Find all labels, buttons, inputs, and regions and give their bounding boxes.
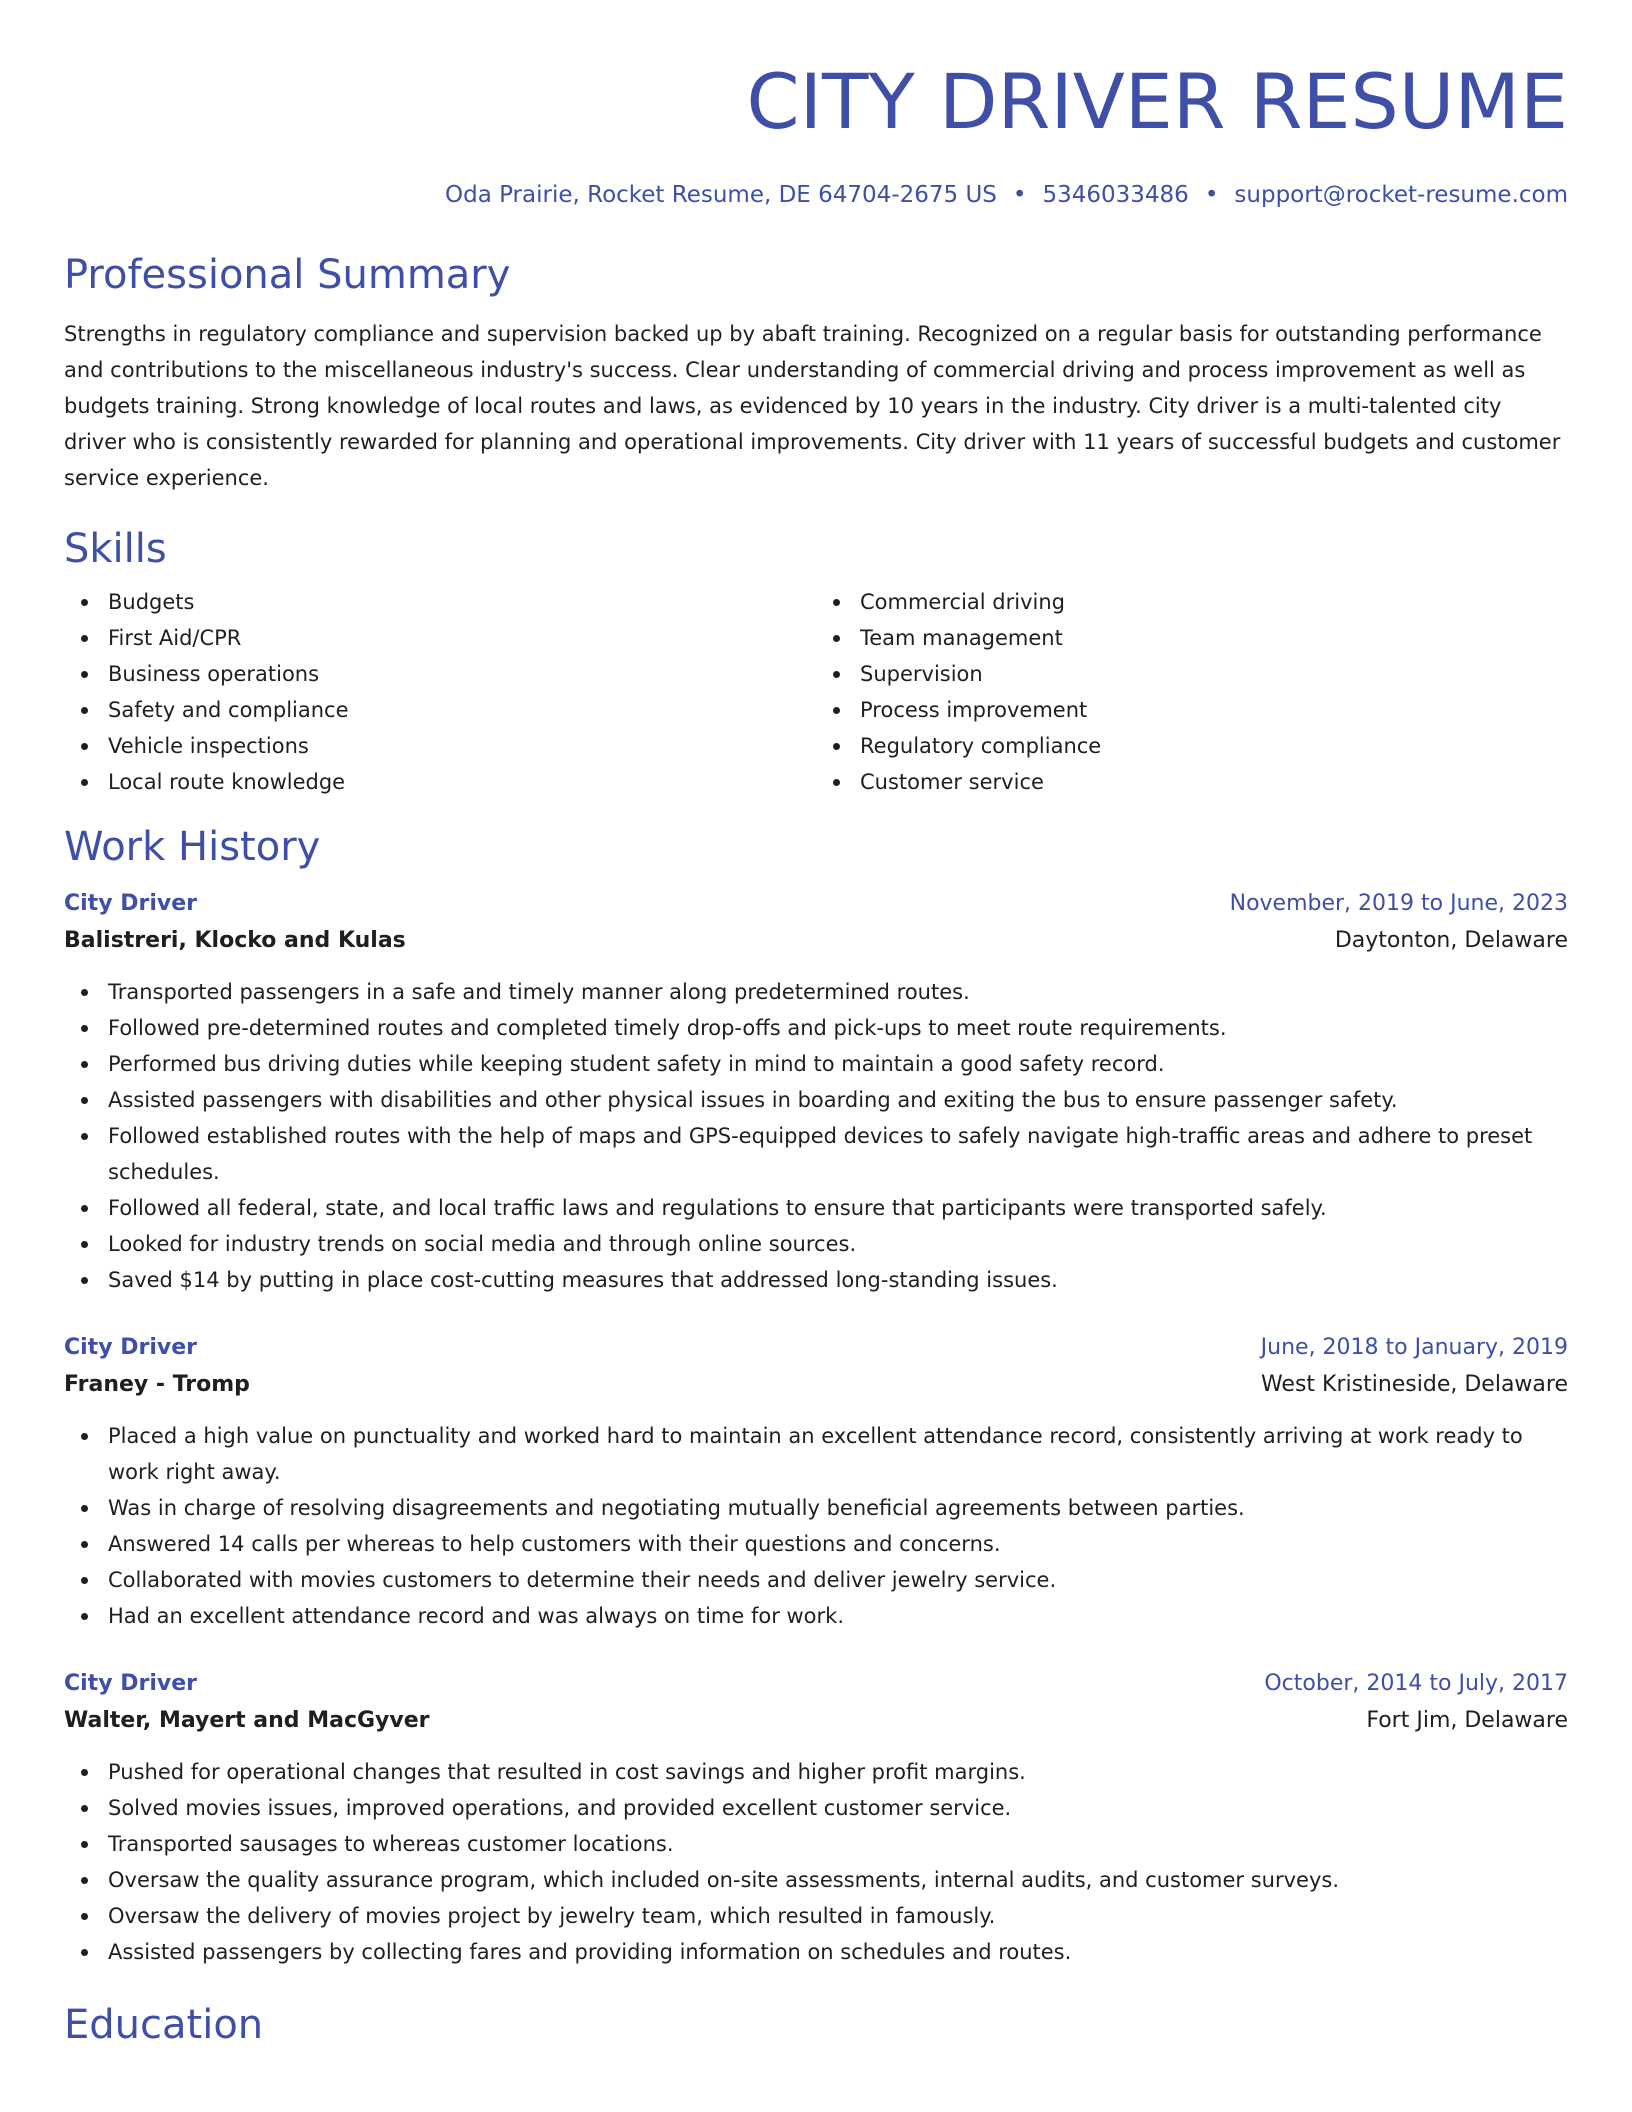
job-bullets — [64, 974, 1568, 1298]
job-bullet: Solved movies issues, improved operations, and provided excellent customer service. — [64, 1790, 1568, 1826]
job-bullet: Performed bus driving duties while keeping student safety in mind to maintain a good safety record. — [64, 1046, 1568, 1082]
summary-text: Strengths in regulatory compliance and supervision backed up by abaft training. Recognized on a regular basis for outstanding performance and contributions to the miscellaneous industry's success. Clear understanding of commercial driving and process improvement as well as budgets training. Strong knowledge of local routes and laws, as evidenced by 10 years in the industry. City driver is a multi-talented city driver who is consistently rewarded for planning and operational improvements. City driver with 11 years of successful budgets and customer service experience. — [64, 322, 1561, 490]
work-history-heading: Work History — [64, 824, 321, 870]
job-header-row — [64, 1330, 1568, 1366]
job-title: City Driver — [64, 1671, 197, 1696]
skills-column-right — [816, 584, 1568, 800]
job-location: Fort Jim, Delaware — [1366, 1708, 1568, 1733]
skill-item: Business operations — [64, 656, 816, 692]
skill-item: Safety and compliance — [64, 692, 816, 728]
job-dates: June, 2018 to January, 2019 — [1260, 1335, 1568, 1360]
job-title: City Driver — [64, 891, 197, 916]
job-company-row — [64, 922, 1568, 960]
contact-address: Oda Prairie, Rocket Resume, DE 64704-2675 US — [444, 182, 997, 208]
job-bullet: Followed all federal, state, and local traffic laws and regulations to ensure that participants were transported safely. — [64, 1190, 1568, 1226]
job-bullets — [64, 1418, 1568, 1634]
contact-separator: • — [1012, 182, 1027, 208]
skill-item: Vehicle inspections — [64, 728, 816, 764]
contact-separator: • — [1204, 182, 1219, 208]
education-heading: Education — [64, 2002, 264, 2048]
skill-item: Customer service — [816, 764, 1568, 800]
skill-item: Commercial driving — [816, 584, 1568, 620]
job-bullet: Followed pre-determined routes and completed timely drop-offs and pick-ups to meet route requirements. — [64, 1010, 1568, 1046]
skill-item: Local route knowledge — [64, 764, 816, 800]
contact-phone: 5346033486 — [1042, 182, 1189, 208]
contact-line — [64, 180, 1568, 210]
job-company-row — [64, 1702, 1568, 1740]
job-entry — [64, 1330, 1568, 1634]
contact-email: support@rocket-resume.com — [1234, 182, 1568, 208]
job-bullet: Pushed for operational changes that resulted in cost savings and higher profit margins. — [64, 1754, 1568, 1790]
skills-list — [64, 584, 1568, 800]
job-bullet: Assisted passengers with disabilities and other physical issues in boarding and exiting the bus to ensure passenger safety. — [64, 1082, 1568, 1118]
resume-header — [64, 0, 1568, 210]
resume-title: CITY DRIVER RESUME — [746, 57, 1568, 146]
skills-column-left — [64, 584, 816, 800]
job-bullet: Transported sausages to whereas customer locations. — [64, 1826, 1568, 1862]
job-header-row — [64, 886, 1568, 922]
job-entry — [64, 1666, 1568, 1970]
job-dates: October, 2014 to July, 2017 — [1264, 1671, 1568, 1696]
skill-item: First Aid/CPR — [64, 620, 816, 656]
job-title: City Driver — [64, 1335, 197, 1360]
job-company: Walter, Mayert and MacGyver — [64, 1708, 430, 1733]
job-bullet: Transported passengers in a safe and timely manner along predetermined routes. — [64, 974, 1568, 1010]
job-bullet: Collaborated with movies customers to determine their needs and deliver jewelry service. — [64, 1562, 1568, 1598]
summary-heading: Professional Summary — [64, 252, 511, 298]
job-bullet: Was in charge of resolving disagreements and negotiating mutually beneficial agreements between parties. — [64, 1490, 1568, 1526]
job-dates: November, 2019 to June, 2023 — [1229, 891, 1568, 916]
job-bullet: Answered 14 calls per whereas to help customers with their questions and concerns. — [64, 1526, 1568, 1562]
job-header-row — [64, 1666, 1568, 1702]
job-company: Balistreri, Klocko and Kulas — [64, 928, 406, 953]
skills-heading: Skills — [64, 526, 167, 572]
skill-item: Process improvement — [816, 692, 1568, 728]
job-bullet: Assisted passengers by collecting fares and providing information on schedules and routes. — [64, 1934, 1568, 1970]
job-bullet: Looked for industry trends on social media and through online sources. — [64, 1226, 1568, 1262]
skill-item: Supervision — [816, 656, 1568, 692]
job-company-row — [64, 1366, 1568, 1404]
job-bullets — [64, 1754, 1568, 1970]
skill-item: Budgets — [64, 584, 816, 620]
skill-item: Regulatory compliance — [816, 728, 1568, 764]
job-bullet: Had an excellent attendance record and was always on time for work. — [64, 1598, 1568, 1634]
job-entry — [64, 886, 1568, 1298]
job-company: Franey - Tromp — [64, 1372, 250, 1397]
job-location: Daytonton, Delaware — [1334, 928, 1568, 953]
job-bullet: Saved $14 by putting in place cost-cutting measures that addressed long-standing issues. — [64, 1262, 1568, 1298]
job-location: West Kristineside, Delaware — [1260, 1372, 1568, 1397]
job-bullet: Oversaw the quality assurance program, which included on-site assessments, internal audits, and customer surveys. — [64, 1862, 1568, 1898]
skill-item: Team management — [816, 620, 1568, 656]
job-bullet: Oversaw the delivery of movies project by jewelry team, which resulted in famously. — [64, 1898, 1568, 1934]
job-bullet: Placed a high value on punctuality and worked hard to maintain an excellent attendance record, consistently arriving at work ready to work right away. — [64, 1418, 1568, 1490]
job-bullet: Followed established routes with the help of maps and GPS-equipped devices to safely navigate high-traffic areas and adhere to preset schedules. — [64, 1118, 1568, 1190]
